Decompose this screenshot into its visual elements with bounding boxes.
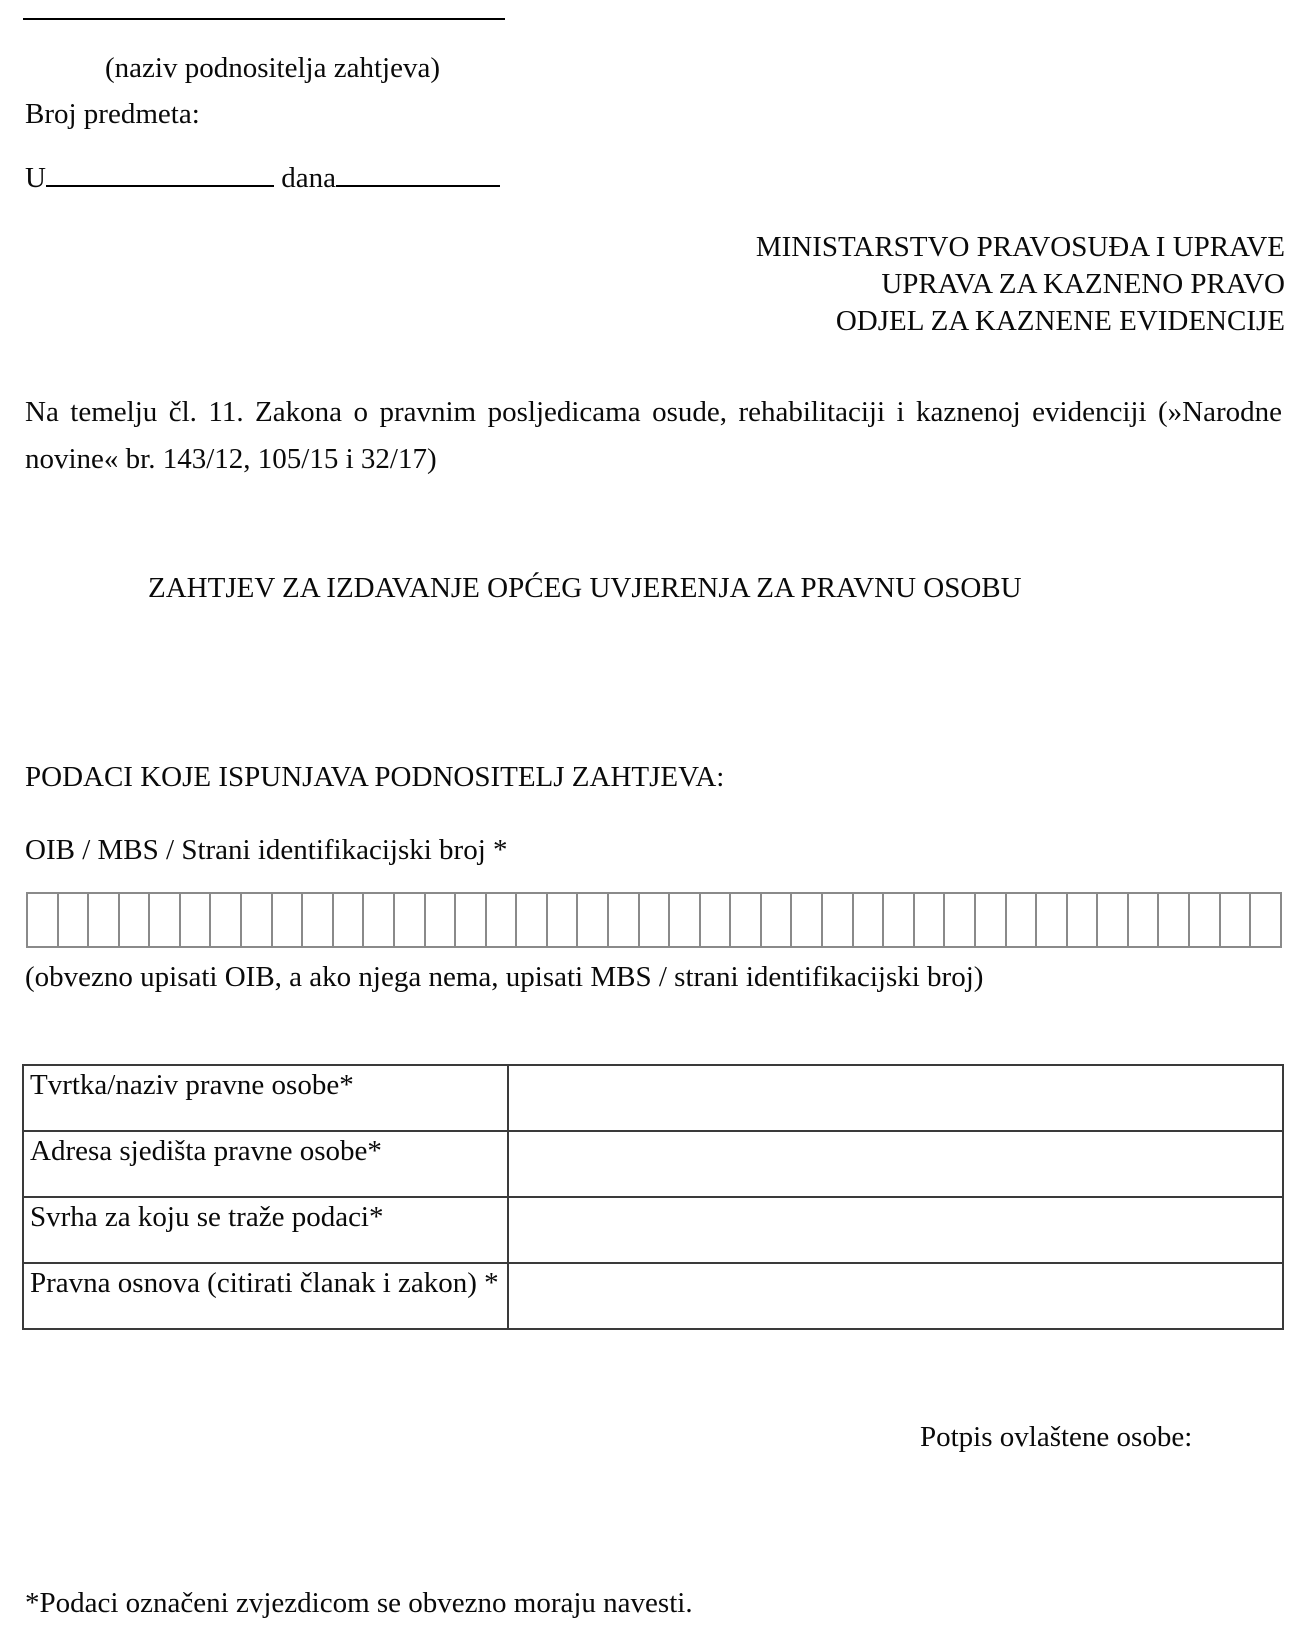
oib-field-label: OIB / MBS / Strani identifikacijski broj * [25,834,508,866]
oib-cell[interactable] [1129,894,1160,946]
oib-cell[interactable] [578,894,609,946]
oib-cell[interactable] [609,894,640,946]
legal-basis-line-1: Na temelju čl. 11. Zakona o pravnim posljedicama osude, rehabilitaciji i kaznenoj evidenciji (»Narodne [25,396,1282,428]
oib-note: (obvezno upisati OIB, a ako njega nema, upisati MBS / strani identifikacijski broj) [25,961,984,993]
signature-label: Potpis ovlaštene osobe: [920,1421,1193,1453]
oib-cell[interactable] [426,894,457,946]
oib-cell[interactable] [1251,894,1280,946]
section-heading: PODACI KOJE ISPUNJAVA PODNOSITELJ ZAHTJEVA: [25,761,725,793]
row-value-registered-address[interactable] [508,1131,1283,1197]
form-title: ZAHTJEV ZA IZDAVANJE OPĆEG UVJERENJA ZA PRAVNU OSOBU [148,572,1022,604]
footnote: *Podaci označeni zvjezdicom se obvezno moraju navesti. [25,1587,693,1619]
place-blank-line[interactable] [46,155,274,187]
oib-cell[interactable] [517,894,548,946]
oib-cell[interactable] [945,894,976,946]
oib-cell[interactable] [1190,894,1221,946]
oib-cell[interactable] [242,894,273,946]
oib-cell[interactable] [120,894,151,946]
table-row [23,1263,1283,1329]
row-value-purpose[interactable] [508,1197,1283,1263]
row-label-purpose: Svrha za koju se traže podaci* [23,1197,508,1263]
row-label-legal-grounds: Pravna osnova (citirati članak i zakon) * [23,1263,508,1329]
oib-cell[interactable] [395,894,426,946]
oib-cell[interactable] [1007,894,1038,946]
row-value-company-name[interactable] [508,1065,1283,1131]
oib-cell[interactable] [701,894,732,946]
oib-cell[interactable] [150,894,181,946]
ministry-line-1: MINISTARSTVO PRAVOSUĐA I UPRAVE [755,231,1285,263]
date-blank-line[interactable] [336,155,500,187]
legal-basis-line-2: novine« br. 143/12, 105/15 i 32/17) [25,443,437,475]
oib-boxes-row [26,892,1282,948]
oib-cell[interactable] [640,894,671,946]
oib-cell[interactable] [731,894,762,946]
oib-cell[interactable] [28,894,59,946]
oib-cell[interactable] [59,894,90,946]
details-table [22,1064,1284,1330]
place-prefix-label: U [25,162,46,194]
oib-cell[interactable] [273,894,304,946]
row-label-registered-address: Adresa sjedišta pravne osobe* [23,1131,508,1197]
oib-cell[interactable] [1068,894,1099,946]
oib-cell[interactable] [792,894,823,946]
legal-basis-paragraph [25,389,1282,483]
ministry-block [756,229,1285,340]
oib-cell[interactable] [670,894,701,946]
oib-cell[interactable] [762,894,793,946]
table-row [23,1131,1283,1197]
table-row [23,1065,1283,1131]
oib-cell[interactable] [364,894,395,946]
oib-cell[interactable] [89,894,120,946]
oib-cell[interactable] [823,894,854,946]
case-number-label: Broj predmeta: [25,98,200,130]
date-prefix-label: dana [281,162,336,194]
ministry-line-3: ODJEL ZA KAZNENE EVIDENCIJE [835,305,1285,337]
oib-cell[interactable] [334,894,365,946]
table-row [23,1197,1283,1263]
applicant-name-blank-line[interactable] [23,18,505,20]
place-date-line [25,155,500,195]
ministry-line-2: UPRAVA ZA KAZNENO PRAVO [881,268,1285,300]
row-value-legal-grounds[interactable] [508,1263,1283,1329]
oib-cell[interactable] [1098,894,1129,946]
oib-cell[interactable] [1221,894,1252,946]
row-label-company-name: Tvrtka/naziv pravne osobe* [23,1065,508,1131]
oib-cell[interactable] [456,894,487,946]
oib-cell[interactable] [884,894,915,946]
oib-cell[interactable] [915,894,946,946]
oib-cell[interactable] [487,894,518,946]
oib-cell[interactable] [303,894,334,946]
applicant-name-caption: (naziv podnositelja zahtjeva) [105,52,440,84]
oib-cell[interactable] [854,894,885,946]
oib-cell[interactable] [1159,894,1190,946]
oib-cell[interactable] [211,894,242,946]
oib-cell[interactable] [548,894,579,946]
oib-cell[interactable] [181,894,212,946]
oib-cell[interactable] [976,894,1007,946]
oib-cell[interactable] [1037,894,1068,946]
